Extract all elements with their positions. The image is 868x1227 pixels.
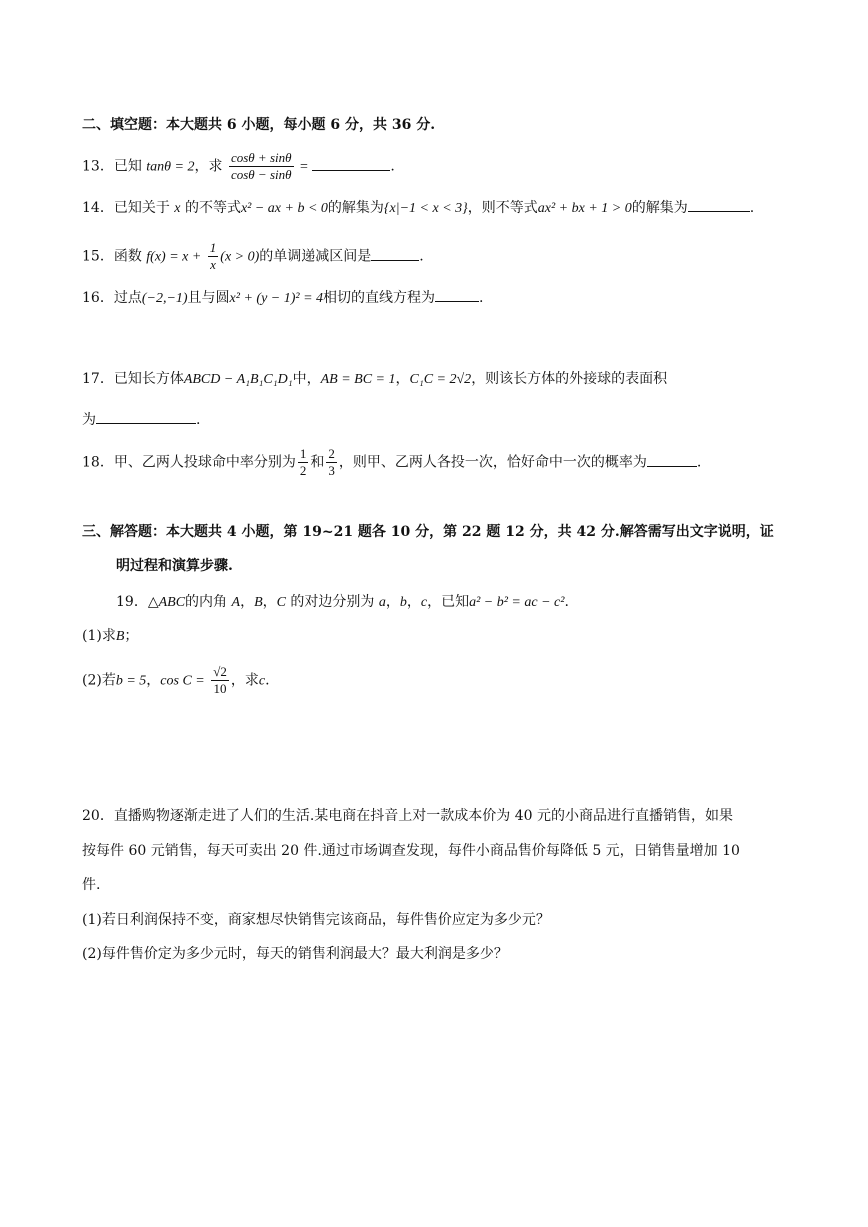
q13-number: 13． bbox=[82, 158, 114, 175]
q19-triangle: △ABC bbox=[147, 595, 186, 610]
q18-f2-num: 2 bbox=[328, 446, 335, 461]
q15-condition: (x > 0) bbox=[220, 249, 260, 265]
q19-cos-fraction bbox=[211, 664, 229, 697]
q15-frac-num: 1 bbox=[209, 240, 217, 255]
q14-text-5: 的解集为 bbox=[631, 200, 688, 216]
question-13: 13．已知 tanθ = 2，求 $\frac{\cos\theta + \sin\theta}{\cos\theta - \sin\theta}$ = . bbox=[82, 150, 395, 182]
q13-pre: 已知 bbox=[113, 158, 142, 175]
q17-sep: ， bbox=[395, 371, 410, 387]
q19-part-2-eq: b = 5 bbox=[115, 673, 147, 689]
q19-part-1-var: B bbox=[115, 629, 125, 644]
q19-part-2-end: ，求 bbox=[230, 672, 259, 689]
q17-number: 17． bbox=[82, 371, 114, 387]
question-19: 19．△ABC的内角 A，B，C 的对边分别为 a，b，c，已知a² − b² = ac − c². bbox=[116, 594, 569, 610]
question-19-part-1 bbox=[82, 626, 138, 647]
q17-equation-1: AB = BC = 1 bbox=[320, 372, 396, 387]
q18-f2-den: 3 bbox=[328, 463, 335, 478]
q18-fraction-2 bbox=[326, 446, 337, 479]
q15-text-2: 的单调递减区间是 bbox=[259, 248, 372, 265]
q14-inequality: x² − ax + b < 0 bbox=[240, 201, 328, 216]
q17-text-1: 已知长方体 bbox=[113, 371, 184, 387]
q13-mid: ，求 bbox=[194, 158, 223, 175]
section-2-heading: 二、填空题：本大题共 6 小题，每小题 6 分，共 36 分. bbox=[82, 117, 436, 133]
q13-post: . bbox=[390, 158, 395, 175]
question-20-part-2: (2)每件售价定为多少元时，每天的销售利润最大？最大利润是多少？ bbox=[82, 946, 508, 962]
q19-angle-c: C bbox=[276, 595, 286, 610]
q14-answer-blank bbox=[688, 199, 750, 212]
q14-text-3: 的解集为 bbox=[327, 200, 384, 216]
question-17-line-2 bbox=[82, 410, 200, 430]
question-20-line-3: 件. bbox=[82, 877, 101, 893]
q15-fraction bbox=[208, 240, 219, 273]
q14-inequality-2: ax² + bx + 1 > 0 bbox=[537, 201, 632, 216]
q19-text-2: 的对边分别为 bbox=[290, 594, 375, 610]
q14-var-x: x bbox=[174, 201, 181, 216]
q13-answer-blank bbox=[312, 158, 390, 171]
question-14 bbox=[82, 198, 754, 219]
question-20-part-1: (1)若日利润保持不变，商家想尽快销售完该商品，每件售价应定为多少元？ bbox=[82, 912, 550, 928]
question-20-line-2: 按每件 60 元销售，每天可卖出 20 件.通过市场调查发现，每件小商品售价每降低 5 元，日销售量增加 10 bbox=[82, 843, 740, 859]
q13-denominator: cosθ − sinθ bbox=[230, 167, 292, 182]
question-15 bbox=[82, 240, 424, 273]
q17-answer-blank bbox=[96, 411, 196, 424]
q15-answer-blank bbox=[371, 248, 419, 261]
q15-function: f(x) = x + bbox=[146, 249, 202, 265]
q15-frac-den: x bbox=[210, 257, 216, 272]
q14-solution-set: {x|−1 < x < 3} bbox=[383, 201, 468, 216]
q19-angle-b: B bbox=[254, 595, 263, 610]
q14-text-4: ，则不等式 bbox=[467, 200, 538, 216]
q16-number: 16． bbox=[82, 290, 114, 306]
q17-equation-2: C₁C = 2√2 bbox=[409, 372, 472, 387]
q19-cos: cos C = bbox=[160, 673, 205, 689]
question-16 bbox=[82, 288, 484, 309]
q19-angle-a: A bbox=[231, 595, 241, 610]
q18-and: 和 bbox=[310, 454, 325, 471]
q15-number: 15． bbox=[82, 248, 114, 265]
q16-text-1: 过点 bbox=[113, 290, 142, 306]
question-18 bbox=[82, 446, 701, 479]
q16-answer-blank bbox=[435, 289, 479, 302]
q17-text-2: 中， bbox=[292, 371, 321, 387]
section-3-heading-line-1: 三、解答题：本大题共 4 小题，第 19~21 题各 10 分，第 22 题 12 分，共 42 分.解答需写出文字说明，证 bbox=[82, 524, 774, 540]
question-19-part-2 bbox=[82, 664, 270, 697]
q15-text-1: 函数 bbox=[113, 248, 142, 265]
q16-text-3: 相切的直线方程为 bbox=[323, 290, 436, 306]
q16-circle-equation: x² + (y − 1)² = 4 bbox=[229, 291, 324, 306]
q19-part-1-text: (1)求 bbox=[82, 628, 116, 644]
q19-cos-num: √2 bbox=[213, 664, 227, 679]
q18-text-1: 甲、乙两人投球命中率分别为 bbox=[113, 454, 296, 471]
q18-post: . bbox=[696, 454, 702, 471]
q19-number: 19． bbox=[116, 594, 148, 610]
q18-fraction-1 bbox=[298, 446, 309, 479]
q19-cos-den: 10 bbox=[213, 681, 227, 696]
q19-text-1: 的内角 bbox=[185, 594, 228, 610]
section-3-heading-line-2: 明过程和演算步骤. bbox=[116, 558, 233, 574]
q13-numerator: cosθ + sinθ bbox=[230, 150, 292, 165]
q17-line-2-text: 为 bbox=[82, 412, 96, 428]
q18-text-2: ，则甲、乙两人各投一次，恰好命中一次的概率为 bbox=[338, 454, 647, 471]
q19-post: . bbox=[564, 594, 569, 610]
q19-side-b: b bbox=[399, 595, 407, 610]
q16-post: . bbox=[479, 290, 484, 306]
q16-point: (−2,−1) bbox=[141, 291, 188, 306]
q19-side-c: c bbox=[420, 595, 428, 610]
q15-post: . bbox=[419, 248, 424, 265]
q13-fraction bbox=[229, 150, 294, 183]
q17-text-3: ，则该长方体的外接球的表面积 bbox=[471, 371, 668, 387]
q19-text-3: ，已知 bbox=[427, 594, 470, 610]
q14-text-2: 的不等式 bbox=[184, 200, 241, 216]
q19-part-2-text: (2)若 bbox=[82, 672, 116, 689]
q14-post: . bbox=[749, 200, 755, 216]
q14-text-1: 已知关于 bbox=[113, 200, 170, 216]
q14-number: 14． bbox=[82, 200, 114, 216]
q17-post: . bbox=[196, 412, 201, 428]
q19-part-2-post: . bbox=[265, 672, 270, 689]
q19-part-2-mid: ， bbox=[146, 672, 161, 689]
q17-solid: ABCD − A₁B₁C₁D₁ bbox=[183, 372, 293, 387]
q19-part-2-var: c bbox=[258, 673, 266, 689]
q16-text-2: 且与圆 bbox=[187, 290, 230, 306]
q13-tan-expr: tanθ = 2 bbox=[146, 159, 195, 175]
q18-f1-num: 1 bbox=[299, 446, 307, 461]
q19-part-1-end: ； bbox=[124, 628, 139, 644]
q18-f1-den: 2 bbox=[299, 463, 307, 478]
question-17 bbox=[82, 369, 667, 390]
q18-answer-blank bbox=[647, 454, 697, 467]
q19-side-a: a bbox=[378, 595, 386, 610]
q19-equation: a² − b² = ac − c² bbox=[469, 595, 565, 610]
q18-number: 18． bbox=[82, 454, 114, 471]
question-20-line-1: 20．直播购物逐渐走进了人们的生活.某电商在抖音上对一款成本价为 40 元的小商品进行直播销售，如果 bbox=[82, 808, 733, 824]
